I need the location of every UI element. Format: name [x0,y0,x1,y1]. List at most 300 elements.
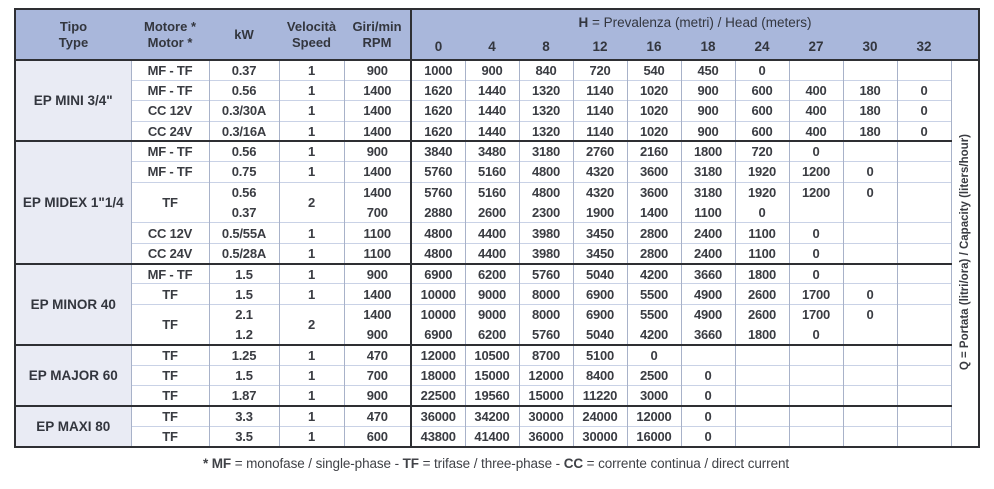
capacity-value-cell: 4400 [465,223,519,243]
kw-cell: 0.56 [209,182,279,202]
kw-cell: 0.37 [209,60,279,80]
capacity-value-cell: 4200 [627,264,681,284]
capacity-value-cell [789,345,843,365]
kw-cell: 3.5 [209,426,279,447]
motor-cell: TF [131,386,209,406]
capacity-value-cell: 2600 [735,304,789,324]
table-row [15,182,979,202]
kw-cell: 0.56 [209,80,279,100]
capacity-value-cell: 1800 [681,141,735,161]
capacity-value-cell [843,60,897,80]
capacity-value-cell: 900 [465,60,519,80]
table-body [15,60,979,447]
capacity-value-cell: 1140 [573,121,627,141]
capacity-value-cell: 3600 [627,162,681,182]
capacity-value-cell [897,182,951,202]
capacity-value-cell: 4800 [411,243,465,263]
head-value: 16 [627,36,681,60]
speed-cell: 1 [279,406,344,426]
capacity-value-cell: 8000 [519,304,573,324]
speed-cell: 1 [279,386,344,406]
capacity-value-cell: 3450 [573,223,627,243]
motor-cell: MF - TF [131,264,209,284]
capacity-value-cell: 22500 [411,386,465,406]
capacity-value-cell: 450 [681,60,735,80]
kw-cell: 1.87 [209,386,279,406]
motor-cell: MF - TF [131,141,209,161]
capacity-value-cell: 180 [843,121,897,141]
capacity-value-cell: 1440 [465,121,519,141]
rpm-cell: 900 [344,386,411,406]
pump-performance-table [14,8,980,448]
capacity-value-cell: 3180 [681,182,735,202]
capacity-value-cell: 3980 [519,243,573,263]
capacity-value-cell: 6900 [573,284,627,304]
col-header-type [15,9,131,60]
motor-cell: TF [131,345,209,365]
capacity-value-cell: 1320 [519,101,573,121]
kw-cell: 1.5 [209,264,279,284]
table-row [15,162,979,182]
capacity-value-cell: 400 [789,80,843,100]
capacity-value-cell [843,223,897,243]
head-value: 24 [735,36,789,60]
kw-cell: 0.5/55A [209,223,279,243]
capacity-value-cell: 24000 [573,406,627,426]
capacity-value-cell [843,141,897,161]
capacity-value-cell: 0 [789,325,843,345]
capacity-value-cell [735,345,789,365]
speed-cell: 1 [279,426,344,447]
capacity-value-cell: 4900 [681,284,735,304]
capacity-value-cell: 840 [519,60,573,80]
capacity-value-cell: 5160 [465,182,519,202]
capacity-value-cell [735,365,789,385]
capacity-value-cell: 4800 [519,182,573,202]
speed-cell: 2 [279,304,344,345]
capacity-value-cell: 3840 [411,141,465,161]
capacity-value-cell: 18000 [411,365,465,385]
capacity-value-cell: 0 [897,121,951,141]
capacity-value-cell: 3450 [573,243,627,263]
col-header-rpm-en: RPM [362,34,392,50]
capacity-value-cell [843,386,897,406]
motor-cell: CC 24V [131,121,209,141]
capacity-value-cell [897,325,951,345]
capacity-value-cell [789,60,843,80]
head-meters-header [411,9,979,36]
capacity-value-cell: 8400 [573,365,627,385]
capacity-axis-label: Q = Portata (litri/ora) / Capacity (liters/hour) [958,133,971,371]
rpm-cell: 1100 [344,223,411,243]
capacity-value-cell: 4800 [519,162,573,182]
motor-cell: CC 24V [131,243,209,263]
motor-cell: TF [131,182,209,223]
capacity-value-cell: 5160 [465,162,519,182]
capacity-value-cell: 2160 [627,141,681,161]
capacity-value-cell: 1920 [735,182,789,202]
rpm-cell: 470 [344,406,411,426]
motor-cell: TF [131,284,209,304]
capacity-value-cell: 3660 [681,325,735,345]
head-value: 4 [465,36,519,60]
motor-cell: MF - TF [131,60,209,80]
capacity-value-cell: 1400 [627,203,681,223]
kw-cell: 0.5/28A [209,243,279,263]
capacity-value-cell: 400 [789,101,843,121]
capacity-value-cell: 600 [735,101,789,121]
table-row [15,223,979,243]
motor-cell: TF [131,426,209,447]
capacity-value-cell: 1000 [411,60,465,80]
rpm-cell: 1400 [344,182,411,202]
capacity-value-cell: 12000 [519,365,573,385]
capacity-value-cell: 1800 [735,264,789,284]
capacity-value-cell [897,284,951,304]
motor-cell: MF - TF [131,80,209,100]
pump-model-cell: EP MINOR 40 [15,264,131,345]
capacity-value-cell: 0 [843,162,897,182]
capacity-value-cell [789,203,843,223]
head-meters-header-text: = Prevalenza (metri) / Head (meters) [588,14,812,30]
kw-cell: 0.75 [209,162,279,182]
capacity-value-cell: 6900 [573,304,627,324]
capacity-value-cell: 8700 [519,345,573,365]
speed-cell: 2 [279,182,344,223]
capacity-value-cell [843,203,897,223]
col-header-motor-en: Motor * [147,34,193,50]
capacity-value-cell [681,345,735,365]
speed-cell: 1 [279,60,344,80]
capacity-value-cell [897,264,951,284]
capacity-value-cell: 2760 [573,141,627,161]
motor-cell: CC 12V [131,101,209,121]
rpm-cell: 1400 [344,162,411,182]
capacity-value-cell: 9000 [465,284,519,304]
capacity-value-cell: 30000 [573,426,627,447]
table-row [15,426,979,447]
capacity-value-cell [897,345,951,365]
capacity-value-cell: 9000 [465,304,519,324]
motor-cell: MF - TF [131,162,209,182]
capacity-value-cell: 720 [573,60,627,80]
capacity-value-cell: 4900 [681,304,735,324]
capacity-value-cell [897,365,951,385]
table-row [15,101,979,121]
rpm-cell: 1400 [344,80,411,100]
capacity-value-cell: 1620 [411,80,465,100]
capacity-value-cell [897,426,951,447]
capacity-value-cell [843,365,897,385]
capacity-value-cell: 0 [681,365,735,385]
rpm-cell: 900 [344,141,411,161]
capacity-value-cell: 2400 [681,243,735,263]
col-header-motor-it: Motore * [144,18,196,34]
speed-cell: 1 [279,284,344,304]
capacity-value-cell: 4200 [627,325,681,345]
capacity-value-cell: 180 [843,80,897,100]
capacity-value-cell: 1700 [789,304,843,324]
capacity-value-cell: 1100 [735,223,789,243]
capacity-value-cell: 1440 [465,80,519,100]
speed-cell: 1 [279,264,344,284]
kw-cell: 0.56 [209,141,279,161]
capacity-value-cell: 0 [843,284,897,304]
capacity-value-cell: 0 [681,406,735,426]
capacity-value-cell: 0 [681,426,735,447]
speed-cell: 1 [279,121,344,141]
capacity-value-cell: 6900 [411,325,465,345]
rpm-cell: 1400 [344,284,411,304]
capacity-value-cell: 19560 [465,386,519,406]
capacity-value-cell: 180 [843,101,897,121]
capacity-value-cell: 15000 [465,365,519,385]
capacity-value-cell: 0 [897,101,951,121]
capacity-value-cell: 2400 [681,223,735,243]
capacity-value-cell [789,386,843,406]
capacity-value-cell: 0 [789,243,843,263]
col-header-type-it: Tipo [59,18,88,34]
capacity-value-cell: 1200 [789,162,843,182]
capacity-value-cell: 3660 [681,264,735,284]
col-header-speed [279,9,344,60]
capacity-value-cell: 1800 [735,325,789,345]
capacity-value-cell: 600 [735,80,789,100]
capacity-value-cell: 2600 [735,284,789,304]
capacity-value-cell [897,243,951,263]
pump-model-cell: EP MINI 3/4" [15,60,131,141]
capacity-value-cell [735,426,789,447]
motor-cell: CC 12V [131,223,209,243]
rpm-cell: 700 [344,203,411,223]
speed-cell: 1 [279,243,344,263]
capacity-value-cell [789,406,843,426]
capacity-value-cell: 5760 [411,182,465,202]
capacity-value-cell: 1100 [681,203,735,223]
capacity-value-cell: 1900 [573,203,627,223]
capacity-value-cell: 0 [789,264,843,284]
table-row [15,80,979,100]
capacity-value-cell: 2880 [411,203,465,223]
col-header-kw-label: kW [234,26,254,42]
capacity-value-cell [843,406,897,426]
capacity-value-cell: 8000 [519,284,573,304]
capacity-value-cell: 4400 [465,243,519,263]
capacity-value-cell: 12000 [627,406,681,426]
capacity-value-cell: 0 [681,386,735,406]
rpm-cell: 470 [344,345,411,365]
kw-cell: 0.3/30A [209,101,279,121]
capacity-value-cell: 5100 [573,345,627,365]
capacity-value-cell: 5500 [627,304,681,324]
pump-model-cell: EP MIDEX 1"1/4 [15,141,131,263]
capacity-value-cell: 1920 [735,162,789,182]
head-value: 32 [897,36,951,60]
capacity-value-cell: 3180 [681,162,735,182]
capacity-value-cell: 400 [789,121,843,141]
capacity-value-cell: 2300 [519,203,573,223]
capacity-value-cell [897,141,951,161]
capacity-value-cell: 30000 [519,406,573,426]
capacity-value-cell: 2800 [627,243,681,263]
capacity-value-cell: 3600 [627,182,681,202]
footnote: * MF = monofase / single-phase - TF = trifase / three-phase - CC = corrente continua / direct current [202,456,790,471]
head-value: 27 [789,36,843,60]
capacity-value-cell: 4320 [573,162,627,182]
table-header [15,9,979,60]
col-header-type-en: Type [58,34,89,50]
capacity-value-cell: 12000 [411,345,465,365]
kw-cell: 0.3/16A [209,121,279,141]
capacity-value-cell: 0 [843,182,897,202]
rpm-cell: 1400 [344,101,411,121]
head-value: 8 [519,36,573,60]
capacity-value-cell: 0 [843,304,897,324]
capacity-value-cell: 5040 [573,264,627,284]
kw-cell: 0.37 [209,203,279,223]
kw-cell: 1.2 [209,325,279,345]
capacity-value-cell: 5040 [573,325,627,345]
col-header-rpm [344,9,411,60]
table-row [15,304,979,324]
capacity-value-cell: 0 [735,203,789,223]
col-header-rpm-it: Giri/min [352,18,402,34]
head-value: 0 [411,36,465,60]
speed-cell: 1 [279,365,344,385]
table-row [15,406,979,426]
capacity-value-cell: 0 [735,60,789,80]
capacity-value-cell: 5760 [411,162,465,182]
capacity-value-cell [897,60,951,80]
capacity-value-cell: 3980 [519,223,573,243]
capacity-value-cell: 5760 [519,325,573,345]
capacity-value-cell: 3000 [627,386,681,406]
speed-cell: 1 [279,345,344,365]
speed-cell: 1 [279,223,344,243]
capacity-value-cell [897,162,951,182]
kw-cell: 2.1 [209,304,279,324]
rpm-cell: 900 [344,264,411,284]
capacity-value-cell: 15000 [519,386,573,406]
capacity-value-cell: 1020 [627,80,681,100]
col-header-kw [209,9,279,60]
capacity-value-cell: 1620 [411,101,465,121]
capacity-value-cell: 1700 [789,284,843,304]
capacity-value-cell: 0 [789,141,843,161]
motor-cell: TF [131,304,209,345]
head-value: 18 [681,36,735,60]
capacity-value-cell: 0 [627,345,681,365]
capacity-value-cell: 2600 [465,203,519,223]
capacity-value-cell [735,386,789,406]
kw-cell: 3.3 [209,406,279,426]
rpm-cell: 1400 [344,121,411,141]
speed-cell: 1 [279,141,344,161]
kw-cell: 1.5 [209,284,279,304]
capacity-value-cell: 0 [897,80,951,100]
capacity-value-cell [897,203,951,223]
head-meters-header-symbol: H [578,14,589,30]
capacity-value-cell: 2500 [627,365,681,385]
capacity-value-cell: 4800 [411,223,465,243]
kw-cell: 1.5 [209,365,279,385]
capacity-value-cell: 1200 [789,182,843,202]
capacity-value-cell: 540 [627,60,681,80]
pump-model-cell: EP MAJOR 60 [15,345,131,406]
rpm-cell: 900 [344,60,411,80]
capacity-value-cell: 1020 [627,101,681,121]
capacity-value-cell: 6900 [411,264,465,284]
q-column-header-spacer [951,36,979,60]
rpm-cell: 1100 [344,243,411,263]
capacity-value-cell: 3180 [519,141,573,161]
capacity-value-cell [843,345,897,365]
capacity-value-cell: 41400 [465,426,519,447]
table-row [15,264,979,284]
capacity-value-cell: 720 [735,141,789,161]
capacity-value-cell: 0 [789,223,843,243]
capacity-value-cell: 5500 [627,284,681,304]
capacity-value-cell: 10500 [465,345,519,365]
capacity-value-cell: 16000 [627,426,681,447]
capacity-value-cell [843,426,897,447]
table-row [15,284,979,304]
capacity-value-cell: 34200 [465,406,519,426]
capacity-value-cell: 6200 [465,325,519,345]
rpm-cell: 900 [344,325,411,345]
capacity-value-cell: 36000 [519,426,573,447]
capacity-value-cell [843,264,897,284]
capacity-value-cell [897,406,951,426]
table-row [15,386,979,406]
col-header-speed-it: Velocità [286,18,337,34]
capacity-axis-cell [951,60,979,447]
head-value: 30 [843,36,897,60]
table-row [15,243,979,263]
capacity-value-cell: 1020 [627,121,681,141]
capacity-value-cell: 2800 [627,223,681,243]
header-row-top [15,9,979,36]
capacity-value-cell: 1140 [573,80,627,100]
capacity-value-cell: 1320 [519,80,573,100]
capacity-value-cell: 1100 [735,243,789,263]
capacity-value-cell [843,243,897,263]
kw-cell: 1.25 [209,345,279,365]
capacity-value-cell: 900 [681,80,735,100]
capacity-value-cell [843,325,897,345]
speed-cell: 1 [279,162,344,182]
table-row [15,345,979,365]
capacity-value-cell [735,406,789,426]
speed-cell: 1 [279,80,344,100]
table-row [15,60,979,80]
col-header-speed-en: Speed [291,34,331,50]
capacity-value-cell: 1140 [573,101,627,121]
col-header-motor [131,9,209,60]
rpm-cell: 1400 [344,304,411,324]
capacity-value-cell: 3480 [465,141,519,161]
rpm-cell: 600 [344,426,411,447]
capacity-value-cell: 900 [681,101,735,121]
table-row [15,141,979,161]
capacity-value-cell [789,365,843,385]
capacity-value-cell: 1320 [519,121,573,141]
capacity-value-cell: 900 [681,121,735,141]
capacity-value-cell [897,386,951,406]
capacity-value-cell: 10000 [411,284,465,304]
head-value: 12 [573,36,627,60]
table-row [15,365,979,385]
